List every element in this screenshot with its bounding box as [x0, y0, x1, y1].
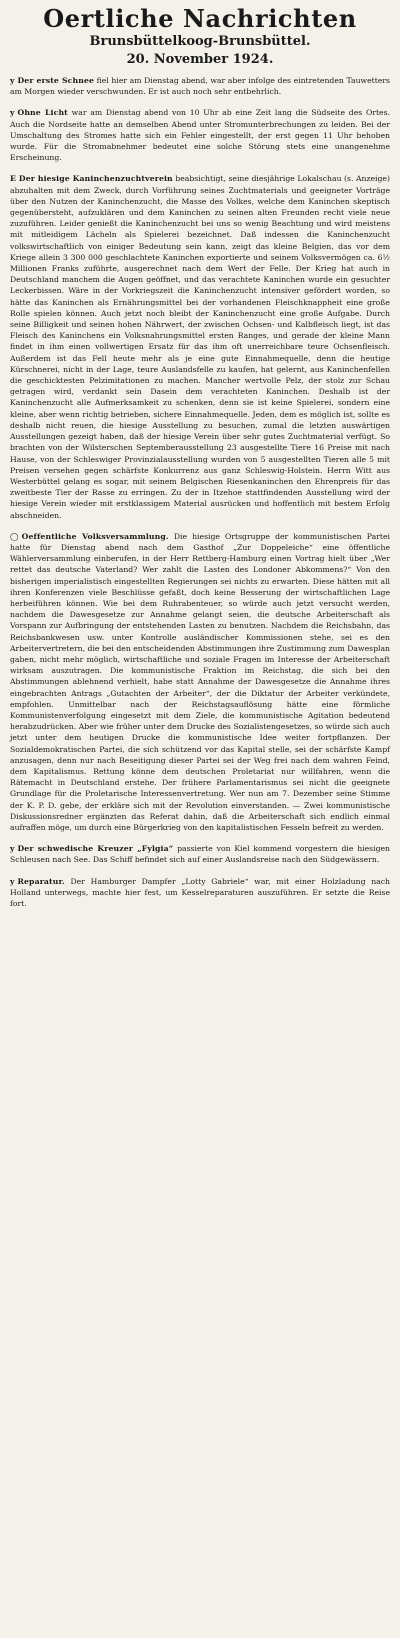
- article-body: passierte von Kiel kommend vorgestern die hiesigen Schleusen nach See. Das Schiff befindet sich auf einer Auslandsreise nach den Südgewässern.: [10, 844, 390, 865]
- masthead: [10, 6, 390, 67]
- article-repair: [10, 876, 390, 910]
- article-paragraph: [10, 75, 390, 97]
- article-body: fiel hier am Dienstag abend, war aber infolge des eintretenden Tauwetters am Morgen wieder verschwunden. Er ist auch noch sehr entbehrlich.: [10, 76, 390, 97]
- article-headline: Der schwedische Kreuzer „Fylgia“: [17, 844, 174, 854]
- article-swedish-cruiser: [10, 843, 390, 865]
- article-signature: y: [10, 76, 15, 85]
- article-headline: Ohne Licht: [17, 108, 68, 118]
- article-power-outage: [10, 107, 390, 163]
- article-signature: ◯: [10, 531, 19, 541]
- page-title: Oertliche Nachrichten: [43, 4, 357, 33]
- article-body: war am Dienstag abend von 10 Uhr ab eine Zeit lang die Südseite des Ortes. Auch die Nordseite hatte an demselben Abend unter Stromunterbrechungen zu leiden. Bei der Umschaltung des Stromes hatte sich ein Fehler eingestellt, der erst gegen 11 Uhr behoben wurde. Für die Stromabnehmer bedeutet eine solche Störung stets eine unangenehme Erscheinung.: [10, 108, 390, 163]
- article-signature: y: [10, 876, 15, 886]
- article-public-meeting: [10, 531, 390, 833]
- article-headline: Reparatur.: [17, 876, 65, 886]
- article-signature: y: [10, 844, 15, 854]
- article-paragraph: [10, 107, 390, 163]
- article-body: beabsichtigt, seine diesjährige Lokalschau (s. Anzeige) abzuhalten mit dem Zweck, durch Vorführung seines Zuchtmaterials und geeigneter Vorträge über den Nutzen der Kaninchenzucht, die Masse des Volkes, welche dem Kaninchen skeptisch gegenübersteht, aufzuklären und dem Kaninchen zu seinen alten Freunden recht viele neue zuzuführen. Leider genießt die Kaninchenzucht bei uns so wenig Beachtung und wird meistens mit mitleidigem Lächeln als Spielerei bezeichnet. Daß indessen die Kaninchenzucht volkswirtschaftlich von einiger Bedeutung sein kann, zeigt das kleine Belgien, das vor dem Kriege allein 3 300 000 geschlachtete Kaninchen exportierte und seinem Volksvermögen ca. 6½ Millionen Franks zuführte, ausgerechnet nach dem Wert der Felle. Der Krieg hat auch in Deutschland manchem die Augen geöffnet, und das verachtete Kaninchen wurde ein gesuchter Leckerbissen. Wäre in der Vorkriegszeit die Kaninchenzucht intensiver gefördert worden, so hätte das Kaninchen als Ernährungsmittel bei der vorhandenen Fleischknappheit eine große Rolle spielen können. Auch jetzt noch bleibt der Kaninchenzucht eine große Aufgabe. Durch seine Billigkeit und seinen hohen Nährwert, der zwischen Ochsen- und Kalbfleisch liegt, ist das Fleisch des Kaninchens ein Volksnahrungsmittel ersten Ranges, und gerade der kleine Mann findet in ihm einen vollwertigen Ersatz für das ihm oft unerreichbare teure Ochsenfleisch. Außerdem ist das Fell heute mehr als je eine gute Einnahmequelle, denn die heutige Kürschnerei, nicht in der Lage, teure Auslandsfelle zu kaufen, hat gelernt, aus Kaninchenfellen die geschicktesten Pelzimitationen zu machen. Mancher wertvolle Pelz, der stolz zur Schau getragen wird, verdankt sein Dasein dem verachteten Kaninchen. Deshalb ist der Kaninchenzucht alle Aufmerksamkeit zu schenken, denn sie ist keine Spielerei, sondern eine kleine, aber wenn richtig betrieben, sichere Einnahmequelle. Jeden, dem es möglich ist, sollte es deshalb nicht reuen, die hiesige Ausstellung zu besuchen, zumal die letzten auswärtigen Ausstellungen gezeigt haben, daß der hiesige Verein über sehr gutes Zuchtmaterial verfügt. So brachten von der Wilsterschen Septemberausstellung 23 ausgestellte Tiere 16 Preise mit nach Hause, von der Schleswiger Provinzialausstellung wurden von 5 ausgestellten Tieren alle 5 mit Preisen versehen gegen schärfste Konkurrenz aus ganz Schleswig-Holstein. Herrn Witt aus Westerbüttel gelang es sogar, mit seinem Belgischen Riesenkaninchen den Ehrenpreis für das zweitbeste Tier der Rasse zu erringen. Zu der in Itzehoe stattfindenden Ausstellung wird der hiesige Verein wieder mit erstklassigem Material ausrücken und hoffentlich mit bestem Erfolg abschneiden.: [10, 174, 390, 520]
- article-headline: Der erste Schnee: [17, 76, 95, 85]
- page-subtitle: Brunsbüttelkoog-Brunsbüttel.: [89, 34, 311, 49]
- dateline: 20. November 1924.: [126, 52, 274, 67]
- articles-section: [10, 75, 390, 909]
- article-paragraph: [10, 173, 390, 520]
- article-paragraph: [10, 531, 390, 833]
- article-body: Der Hamburger Dampfer „Lotty Gabriele“ war, mit einer Holzladung nach Holland unterwegs, machte hier fest, um Kesselreparaturen auszuführen. Er setzte die Reise fort.: [10, 876, 390, 909]
- article-headline: Der hiesige Kaninchenzuchtverein: [18, 174, 173, 184]
- article-headline: Oeffentliche Volksversammlung.: [21, 531, 169, 541]
- article-paragraph: [10, 876, 390, 910]
- article-signature: y: [10, 108, 15, 118]
- article-paragraph: [10, 843, 390, 865]
- article-body: Die hiesige Ortsgruppe der kommunistischen Partei hatte für Dienstag abend nach dem Gasthof „Zur Doppeleiche“ eine öffentliche Wählerversammlung einberufen, in der Herr Rettberg-Hamburg einen Vortrag hielt über „Wer rettet das deutsche Vaterland? Wer zahlt die Lasten des Londoner Abkommens?“ Von den bisherigen imperialistisch eingestellten Regierungen sei nichts zu erwarten. Diese hätten mit all ihren Konferenzen viele Beschlüsse gefaßt, doch keine Besserung der wirtschaftlichen Lage herbeiführen können. Wie bei dem Ruhrabenteuer, so würde auch jetzt versucht werden, nachdem die Dawesgesetze zur Annahme gelangt seien, die deutsche Arbeiterschaft als Vorspann zur Aufbringung der entstehenden Lasten zu benutzen. Nachdem die Reichsbahn, das Reichsbankwesen usw. unter Kontrolle ausländischer Kommissionen stehe, sei es den Arbeitervertretern, die bei den entscheidenden Abstimmungen ihre Zustimmung zum Dawesplan gaben, nicht mehr möglich, wirtschaftliche und soziale Fragen im Interesse der Arbeiterschaft wirksam auszutragen. Die kommunistische Fraktion im Reichstag, die sich bei den Abstimmungen ablehnend verhielt, habe statt Annahme der Dawesgesetze die Annahme ihres eingebrachten Antrags „Gutachten der Arbeiter“, der die Diktatur der Arbeiter verkündete, empfohlen. Unmittelbar nach der Reichstagsauflösung hätte eine förmliche Kommunistenverfolgung eingesetzt mit dem Ziele, die kommunistische Agitation bedeutend herabzudrücken. Aber wie früher unter dem Drucke des Sozialistengesetzes, so würde sich auch jetzt unter dem heutigen Drucke die kommunistische Idee weiter fortpflanzen. Der Sozialdemokratischen Partei, die sich schützend vor das Kapital stelle, sei der schärfste Kampf anzusagen, denn nur nach Beseitigung dieser Partei sei der Weg frei nach dem wahren Feind, dem Kapitalismus. Rettung könne dem deutschen Proletariat nur willfahren, wenn die Rätemacht in Deutschland erstehe. Der frühere Parlamentarismus sei nicht die geeignete Grundlage für die Proletarische Interessenvertretung. Wer nun am 7. Dezember seine Stimme der K. P. D. gebe, der erkläre sich mit der Revolution einverstanden. — Zwei kommunistische Diskussionsredner ergänzten das Referat dahin, daß die Arbeiterschaft sich endlich einmal aufraffen möge, um durch eine Bürgerkrieg von den kapitalistischen Fesseln befreit zu werden.: [10, 531, 390, 832]
- article-signature: E: [10, 174, 16, 184]
- article-first-snow: [10, 75, 390, 97]
- article-rabbit-club: [10, 173, 390, 520]
